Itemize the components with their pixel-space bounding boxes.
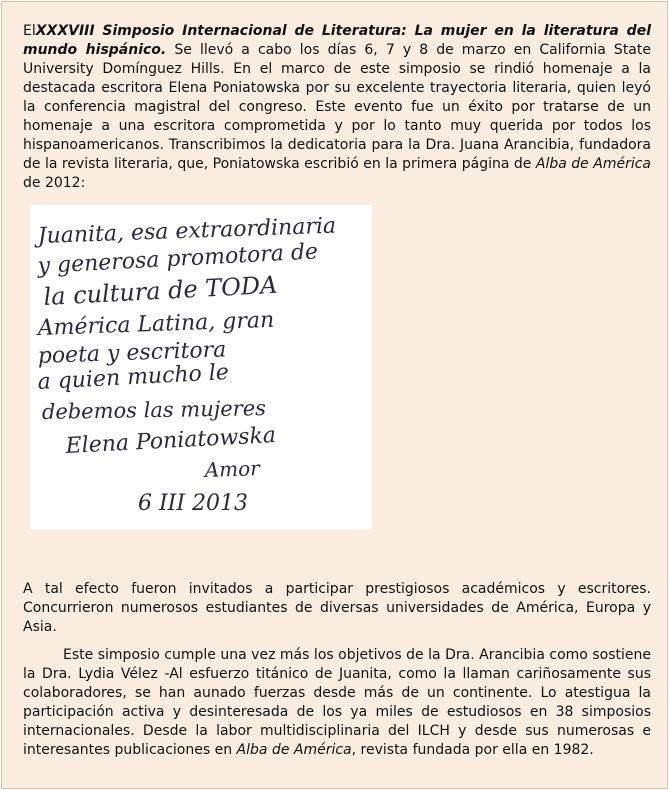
- dedication-line: debemos las mujeres: [41, 396, 267, 424]
- dedication-line: la cultura de TODA: [42, 270, 279, 311]
- objectives-tail: , revista fundada por ella en 1982.: [351, 742, 594, 758]
- intro-tail: de 2012:: [23, 175, 86, 191]
- dedication-date: 6 III 2013: [138, 491, 249, 516]
- intro-paragraph: [23, 22, 651, 193]
- dedication-line: a quien mucho le: [37, 360, 230, 395]
- dedication-line: poeta y escritora: [37, 337, 227, 369]
- objectives-paragraph: [23, 646, 651, 760]
- guests-paragraph: A tal efecto fueron invitados a participar prestigiosos académicos y escritores. Concurrieron numerosos estudiantes de diversas universidades de América, Europa y Asia.: [23, 581, 651, 635]
- article-panel: [1, 1, 668, 789]
- symposium-title: XXXVIII Simposio Internacional de Literatura: La mujer en la literatura del mundo hispánico.: [23, 23, 651, 58]
- dedication-closing: Amor: [204, 456, 261, 482]
- intro-lead: El: [23, 23, 36, 39]
- dedication-line: América Latina, gran: [37, 307, 275, 341]
- intro-text: Se llevó a cabo los días 6, 7 y 8 de marzo en California State University Domínguez Hills. En el marco de este simposio se rindió homenaje a la destacada escritora Elena Poniatowska por su excelente trayectoria literaria, quien leyó la conferencia magistral del congreso. Este evento fue un éxito por tratarse de un homenaje a una escritora comprometida y por lo tanto muy querida por todos los hispanoamericanos. Transcribimos la dedicatoria para la Dra. Juana Arancibia, fundadora de la revista literaria, que, Poniatowska escribió en la primera página de: [23, 42, 651, 172]
- handwritten-dedication-image: [30, 205, 372, 530]
- dedication-line: Juanita, esa extraordinaria: [37, 213, 337, 249]
- journal-name: Alba de América: [236, 742, 352, 758]
- dedication-line: y generosa promotora de: [37, 239, 319, 279]
- journal-name: Alba de América: [535, 156, 651, 172]
- signature: Elena Poniatowska: [65, 423, 277, 459]
- objectives-text: Este simposio cumple una vez más los objetivos de la Dra. Arancibia como sostiene la Dra. Lydia Vélez -Al esfuerzo titánico de Juanita, como la llaman cariñosamente sus colaboradores, se han aunado fuerzas desde más de un continente. Lo atestigua la participación activa y desinteresada de los ya miles de estudiosos en 38 simposios internacionales. Desde la labor multidisciplinaria del ILCH y desde sus numerosas e interesantes publicaciones en: [23, 647, 651, 758]
